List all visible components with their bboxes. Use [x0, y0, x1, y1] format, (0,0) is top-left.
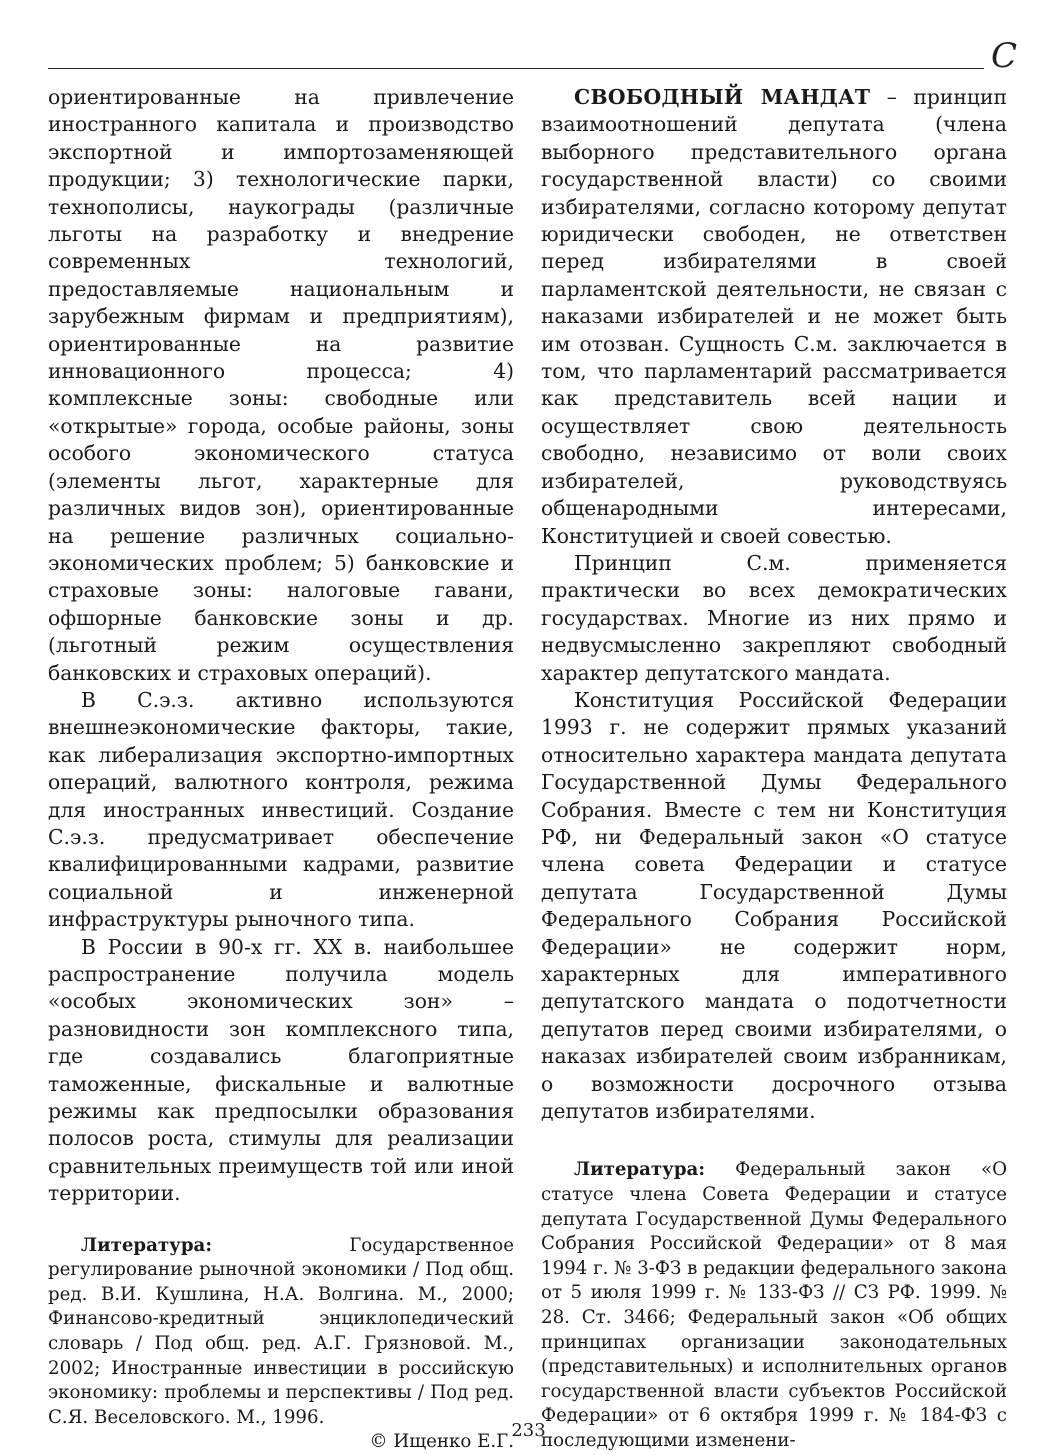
literature-label: Литература: [81, 1234, 213, 1256]
right-column [541, 84, 1007, 1454]
right-literature [541, 1158, 1007, 1453]
article-author: © Ищенко Е.Г. [369, 1431, 514, 1453]
left-paragraph-3: В России в 90-х гг. XX в. наибольшее распространение получила модель «особых экономических зон» – разновидности зон комплексного типа, где создавались благоприятные таможенные, фискальные и валютные режимы как предпосылки образования полосов роста, стимулы для реализации сравнительных преимуществ той или иной территории. [48, 934, 514, 1206]
literature-text: Государственное регулирование рыночной экономики / Под общ. ред. В.И. Кушлина, Н.А. Волгина. М., 2000; Финансово-кредитный энциклопедический словарь / Под общ. ред. А.Г. Грязновой. М., 2002; Иностранные инвестиции в российскую экономику: проблемы и перспективы / Под ред. С.Я. Веселовского. М., 1996. [48, 1234, 514, 1428]
left-literature [48, 1234, 514, 1431]
spacer [541, 1125, 1007, 1158]
header-rule [48, 68, 984, 69]
right-paragraph-2: Принцип С.м. применяется практически во всех демократических государствах. Многие из них прямо и недвусмысленно закрепляют свободный характер депутатского мандата. [541, 550, 1007, 685]
page-number: 233 [511, 1420, 546, 1441]
left-paragraph-1: ориентированные на привлечение иностранного капитала и производство экспортной и импортозаменяющей продукции; 3) технологические парки, технополисы, наукограды (различные льготы на разработку и внедрение современных технологий, предоставляемые национальным и зарубежным фирмам и предприятиям), ориентированные на развитие инновационного процесса; 4) комплексные зоны: свободные или «открытые» города, особые районы, зоны особого экономического статуса (элементы льгот, характерные для различных видов зон), ориентированные на решение различных социально-экономических проблем; 5) банковские и страховые зоны: налоговые гавани, офшорные банковские зоны и др. (льготный режим осуществления банковских и страховых операций). [48, 85, 514, 685]
right-paragraph-3: Конституция Российской Федерации 1993 г. не содержит прямых указаний относительно характера мандата депутата Государственной Думы Федерального Собрания. Вместе с тем ни Конституция РФ, ни Федеральный закон «О статусе члена совета Федерации и статусе депутата Государственной Думы Федерального Собрания Российской Федерации» не содержит норм, характерных для императивного депутатского мандата о подотчетности депутатов перед своими избирателями, о наказах избирателей своим избранникам, о возможности досрочного отзыва депутатов избирателями. [541, 687, 1007, 1124]
left-column [48, 84, 514, 1455]
left-paragraph-2: В С.э.з. активно используются внешнеэкономические факторы, такие, как либерализация экспортно-импортных операций, валютного контроля, режима для иностранных инвестиций. Создание С.э.з. предусматривает обеспечение квалифицированными кадрами, развитие социальной и инженерной инфраструктуры рыночного типа. [48, 687, 514, 932]
spacer [48, 1208, 514, 1234]
literature-text: Федеральный закон «О статусе члена Совета Федерации и статусе депутата Государственной Думы Федерального Собрания Российской Федерации» от 8 мая 1994 г. № 3-ФЗ в редакции федерального закона от 5 июля 1999 г. № 133-ФЗ // СЗ РФ. 1999. № 28. Ст. 3466; Федеральный закон «Об общих принципах организации законодательных (представительных) и исполнительных органов государственной власти субъектов Российской Федерации» от 6 октября 1999 г. № 184-ФЗ с последующими изменени- [541, 1159, 1007, 1451]
section-letter: С [991, 36, 1018, 76]
literature-label: Литература: [574, 1159, 706, 1181]
entry-headword: СВОБОДНЫЙ МАНДАТ [574, 85, 871, 109]
right-paragraph-1 [541, 84, 1007, 550]
entry-definition: – принцип взаимоотношений депутата (члена выборного представительного органа государственной власти) со своими избирателями, согласно которому депутат юридически свободен, не ответствен перед избирателями в своей парламентской деятельности, не связан с наказами избирателей и не может быть им отозван. Сущность С.м. заключается в том, что парламентарий рассматривается как представитель всей нации и осуществляет свою деятельность свободно, независимо от воли своих избирателей, руководствуясь общенародными интересами, Конституцией и своей совестью. [541, 85, 1007, 548]
